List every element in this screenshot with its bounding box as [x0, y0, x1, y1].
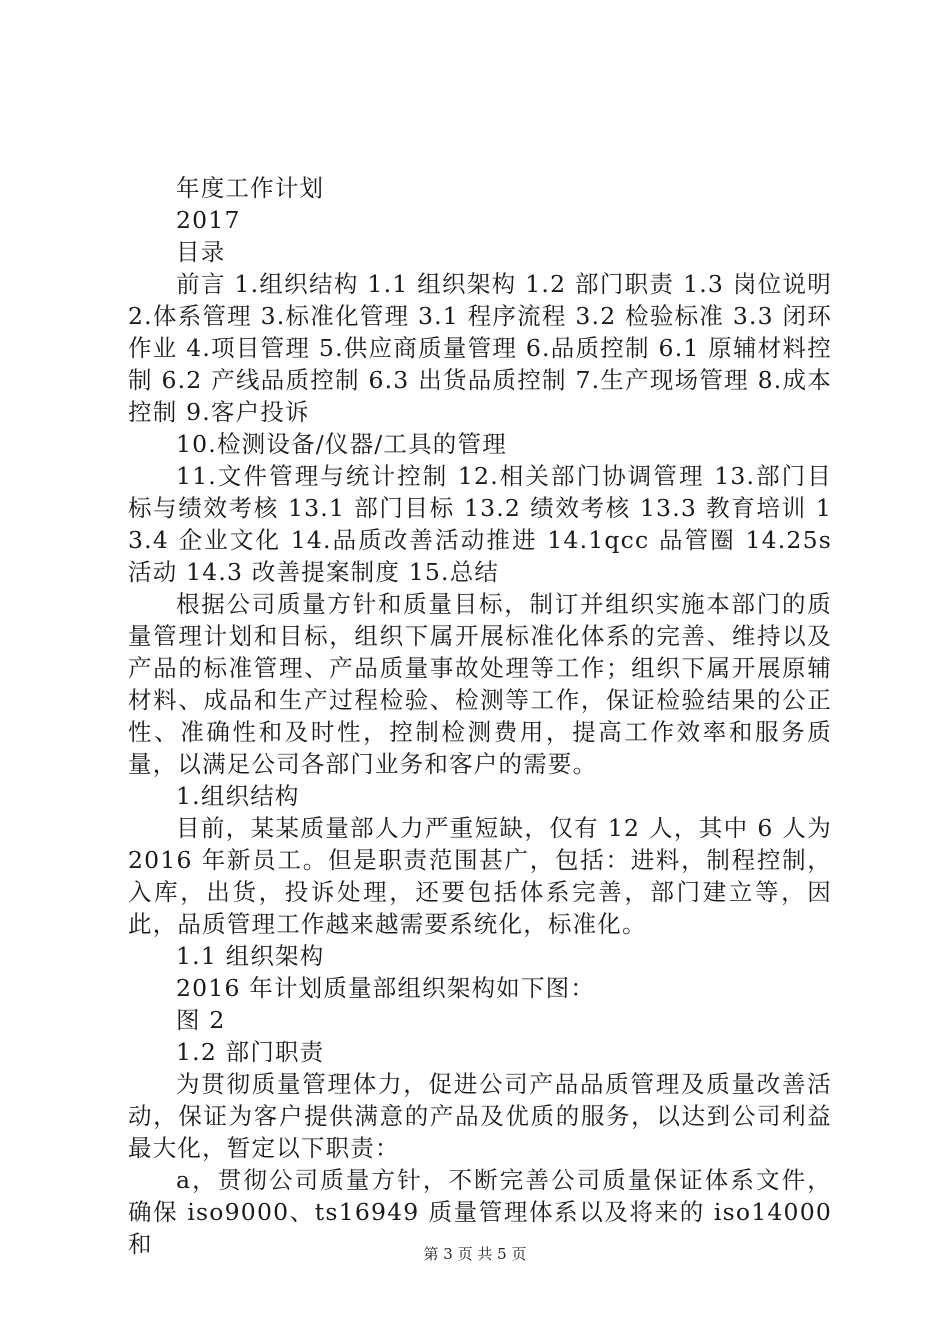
page-number-footer: 第 3 页 共 5 页 [423, 1245, 527, 1263]
body-paragraph: 目前，某某质量部人力严重短缺，仅有 12 人，其中 6 人为 2016 年新员工。但是职责范围甚广，包括：进料，制程控制，入库，出货，投诉处理，还要包括体系完善，部门建立等，因此，品质管理工作越来越需要系统化，标准化。 [128, 814, 832, 938]
document-body [128, 172, 832, 1260]
body-paragraph: 根据公司质量方针和质量目标，制订并组织实施本部门的质量管理计划和目标，组织下属开展标准化体系的完善、维持以及产品的标准管理、产品质量事故处理等工作；组织下属开展原辅材料、成品和生产过程检验、检测等工作，保证检验结果的公正性、准确性和及时性，控制检测费用，提高工作效率和服务质量，以满足公司各部门业务和客户的需要。 [128, 590, 832, 778]
toc-heading: 目录 [176, 238, 226, 266]
body-paragraph: a，贯彻公司质量方针，不断完善公司质量保证体系文件，确保 iso9000、ts16949 质量管理体系以及将来的 iso14000 和 [128, 1166, 832, 1258]
section-heading: 1.1 组织架构 [176, 942, 325, 970]
body-paragraph: 为贯彻质量管理体力，促进公司产品品质管理及质量改善活动，保证为客户提供满意的产品及优质的服务，以达到公司利益最大化，暂定以下职责： [128, 1070, 832, 1162]
section-heading: 1.组织结构 [176, 782, 300, 810]
figure-caption: 图 2 [176, 1006, 226, 1034]
doc-title: 年度工作计划 [176, 174, 325, 202]
toc-paragraph: 前言 1.组织结构 1.1 组织架构 1.2 部门职责 1.3 岗位说明 2.体系管理 3.标准化管理 3.1 程序流程 3.2 检验标准 3.3 闭环作业 4.项目管理 5.供应商质量管理 6.品质控制 6.1 原辅材料控制 6.2 产线品质控制 6.3 出货品质控制 7.生产现场管理 8.成本控制 9.客户投诉 [128, 270, 832, 426]
body-paragraph: 2016 年计划质量部组织架构如下图： [176, 974, 596, 1002]
toc-paragraph: 10.检测设备/仪器/工具的管理 [176, 430, 507, 458]
doc-year: 2017 [176, 206, 241, 234]
toc-paragraph: 11.文件管理与统计控制 12.相关部门协调管理 13.部门目标与绩效考核 13.1 部门目标 13.2 绩效考核 13.3 教育培训 13.4 企业文化 14.品质改善活动推进 14.1qcc 品管圈 14.25s 活动 14.3 改善提案制度 15.总结 [128, 462, 832, 586]
section-heading: 1.2 部门职责 [176, 1038, 325, 1066]
